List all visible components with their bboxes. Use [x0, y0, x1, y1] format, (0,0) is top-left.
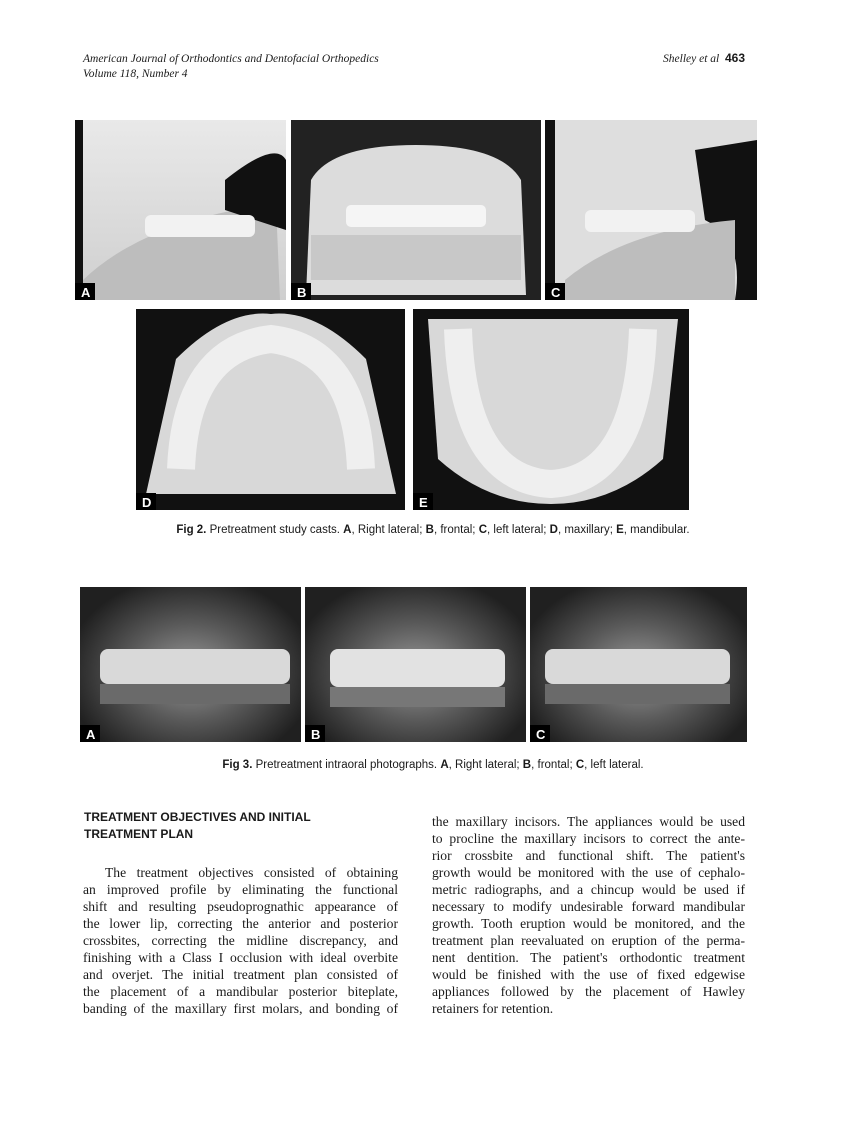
panel-label: A — [80, 725, 100, 742]
text-line: banding of the maxillary first molars, and bonding of — [83, 1001, 398, 1016]
text-line: nent dentition. The patient's orthodontic treatment — [432, 950, 745, 965]
caption-text: , left lateral. — [584, 759, 644, 771]
caption-letter: B — [522, 759, 532, 771]
text-line: an improved profile by eliminating the functional — [83, 882, 398, 897]
text-line: the lower lip, correcting the anterior and posterior — [83, 916, 398, 931]
fig2-panel-a — [75, 120, 286, 300]
page-number: 463 — [724, 51, 745, 65]
panel-label: B — [305, 725, 325, 742]
caption-letter: C — [575, 759, 585, 771]
fig3-panel-c — [530, 587, 747, 742]
panel-label: C — [530, 725, 550, 742]
text-line: growth. Tooth eruption would be monitored, and the — [432, 916, 745, 931]
panel-label: A — [75, 283, 95, 300]
text-line: would be finished with the use of fixed edgewise — [432, 967, 745, 982]
panel-label: E — [413, 493, 433, 510]
caption-text: , Right lateral; — [448, 759, 523, 771]
text-line: and overjet. The initial treatment plan consisted of — [83, 967, 398, 982]
caption-letter: A — [440, 759, 449, 771]
right-column — [432, 813, 745, 1017]
text-line: treatment plan reevaluated on eruption of the perma- — [432, 933, 745, 948]
caption-text: , maxillary; — [557, 524, 617, 536]
caption-text: Pretreatment intraoral photographs. — [252, 759, 441, 771]
text-line: rior crossbite and functional shift. The patient's — [432, 848, 745, 863]
text-line: shift and resulting pseudoprognathic appearance of — [83, 899, 398, 914]
fig3-panel-b — [305, 587, 526, 742]
text-line: appliances followed by the placement of Hawley — [432, 984, 745, 999]
text-line: crossbites, correcting the midline discrepancy, and — [83, 933, 398, 948]
caption-letter: D — [549, 524, 558, 536]
authors: Shelley et al — [663, 53, 720, 65]
section-heading — [84, 809, 311, 843]
text-line: necessary to modify undesirable forward mandibular — [432, 899, 745, 914]
panel-label: B — [291, 283, 311, 300]
text-line: growth would be monitored with the use of cephalo- — [432, 865, 745, 880]
left-column — [83, 864, 398, 1017]
caption-text: , Right lateral; — [351, 524, 426, 536]
journal-volume: Volume 118, Number 4 — [83, 68, 188, 80]
caption-text: , mandibular. — [623, 524, 690, 536]
caption-letter: C — [478, 524, 487, 536]
running-head — [663, 51, 745, 67]
caption-text: , left lateral; — [487, 524, 550, 536]
text-line: metric radiographs, and a chincup would be used if — [432, 882, 745, 897]
fig2-caption — [0, 524, 866, 536]
caption-letter: E — [616, 524, 624, 536]
fig2-panel-b — [291, 120, 541, 300]
caption-letter: B — [425, 524, 434, 536]
caption-text: , frontal; — [531, 759, 576, 771]
text-line: finishing with a Class I occlusion with ideal overbite — [83, 950, 398, 965]
fig3-panel-a — [80, 587, 301, 742]
heading-line: TREATMENT OBJECTIVES AND INITIAL — [84, 810, 311, 824]
fig2-panel-d — [136, 309, 405, 510]
fig3-label: Fig 3. — [222, 759, 253, 771]
caption-text: , frontal; — [433, 524, 479, 536]
fig2-panel-c — [545, 120, 757, 300]
text-line: the maxillary incisors. The appliances would be used — [432, 814, 745, 829]
fig3-caption — [0, 759, 866, 771]
text-line: retainers for retention. — [432, 1001, 554, 1016]
heading-line: TREATMENT PLAN — [84, 827, 194, 841]
text-line: to procline the maxillary incisors to correct the ante- — [432, 831, 745, 846]
journal-title: American Journal of Orthodontics and Dentofacial Orthopedics — [83, 53, 379, 65]
caption-letter: A — [343, 524, 352, 536]
caption-text: Pretreatment study casts. — [206, 524, 344, 536]
text-line: The treatment objectives consisted of obtaining — [105, 865, 398, 880]
panel-label: C — [545, 283, 565, 300]
text-line: the placement of a mandibular posterior biteplate, — [83, 984, 398, 999]
fig2-label: Fig 2. — [176, 524, 207, 536]
panel-label: D — [136, 493, 156, 510]
fig2-panel-e — [413, 309, 689, 510]
